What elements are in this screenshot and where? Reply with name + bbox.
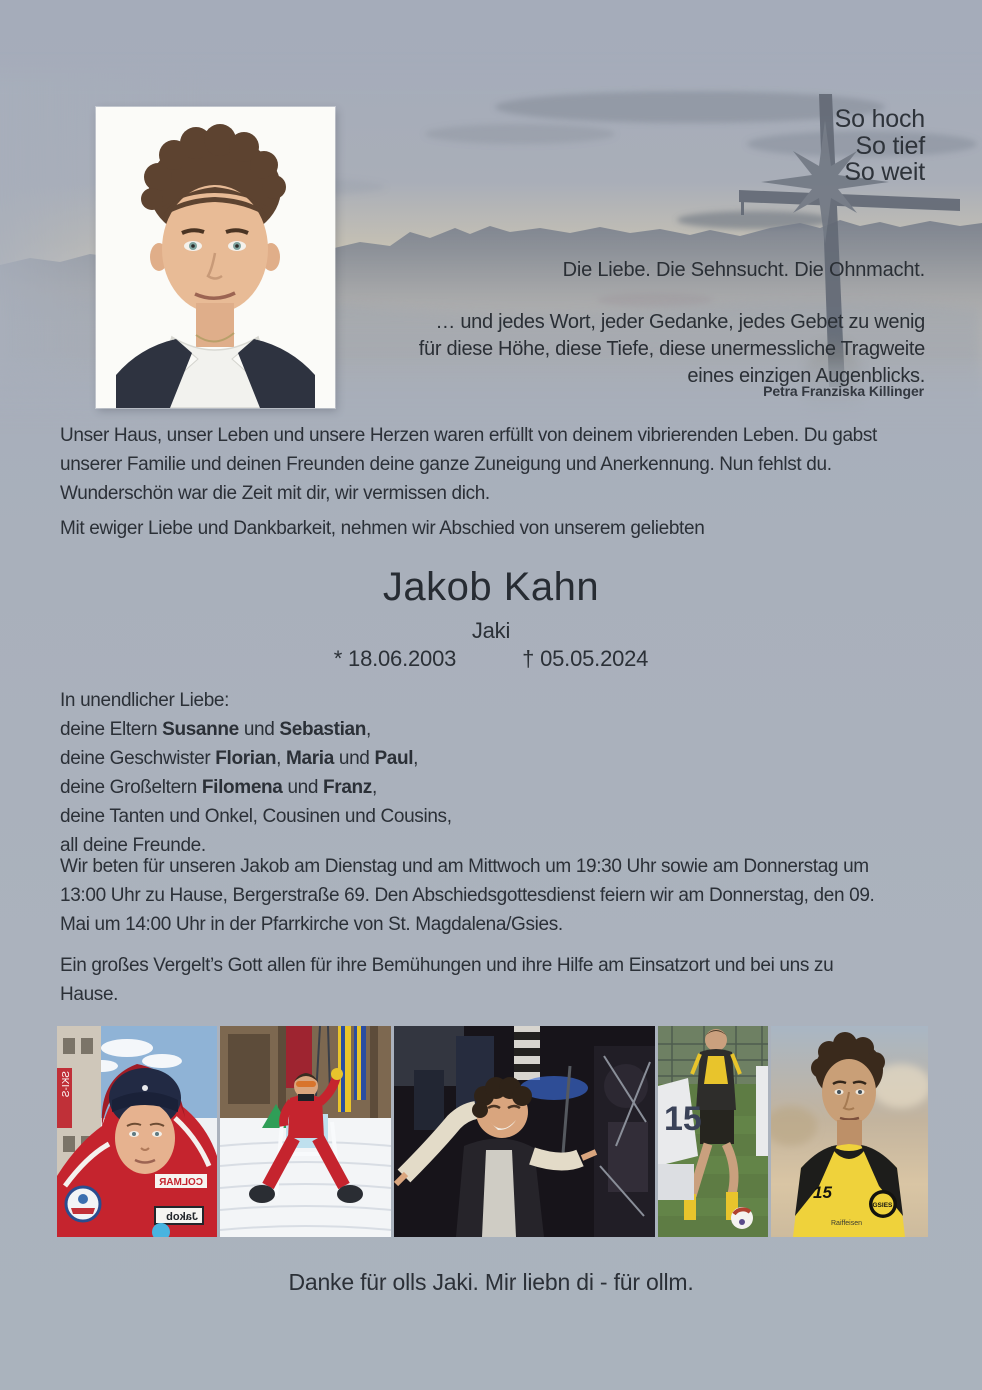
family-line-relatives: deine Tanten und Onkel, Cousinen und Cousins, <box>60 806 452 827</box>
family-title: In unendlicher Liebe: <box>60 690 230 711</box>
photo-soccer-match <box>658 1026 768 1237</box>
jersey-number: 15 <box>813 1183 832 1202</box>
thanks-line-2: Hause. <box>60 984 119 1005</box>
motto <box>835 106 925 186</box>
photo-team-portrait <box>771 1026 928 1237</box>
yellow-glove <box>331 1068 343 1080</box>
quote-line-1: … und jedes Wort, jeder Gedanke, jedes Gebet zu wenig <box>435 311 925 333</box>
quote-attribution: Petra Franziska Killinger <box>763 383 924 399</box>
club-crest <box>869 1190 897 1218</box>
cross-beam-drip <box>741 202 744 215</box>
collar <box>298 1094 314 1101</box>
family-line-parents: deine Eltern Susanne und Sebastian, <box>60 719 371 740</box>
prayer-line-3: Mai um 14:00 Uhr in der Pfarrkirche von St. Magdalena/Gsies. <box>60 914 563 935</box>
quote-headline: Die Liebe. Die Sehnsucht. Die Ohnmacht. <box>562 259 925 281</box>
jersey-number: 15 <box>664 1100 702 1138</box>
name-patch <box>155 1207 203 1224</box>
shorts <box>700 1110 734 1144</box>
quote-line-3: eines einzigen Augenblicks. <box>687 365 925 387</box>
head <box>705 1029 727 1051</box>
photo-strip <box>57 1026 928 1237</box>
quote-body <box>419 309 925 390</box>
birth-date: * 18.06.2003 <box>333 646 457 671</box>
motto-line-2: So tief <box>855 131 925 160</box>
thanks-line-1: Ein großes Vergelt’s Gott allen für ihre Bemühungen und ihre Hilfe am Einsatzort und bei uns zu <box>60 955 834 976</box>
neck <box>196 303 234 347</box>
farewell-text: Mit ewiger Liebe und Dankbarkeit, nehmen wir Abschied von unserem geliebten <box>60 518 705 539</box>
quote-line-2: für diese Höhe, diese Tiefe, diese unermessliche Tragweite <box>418 338 925 360</box>
neck <box>837 1120 862 1146</box>
sunglasses <box>296 1081 316 1087</box>
white-tshirt <box>482 1150 516 1237</box>
deceased-nickname: Jaki <box>471 618 511 643</box>
svg-text:SKI-S: SKI-S <box>61 1071 72 1098</box>
prayer-line-1: Wir beten für unseren Jakob am Dienstag und am Mittwoch um 19:30 Uhr sowie am Donnerstag um <box>60 856 869 877</box>
right-boot <box>337 1185 363 1203</box>
intro-line-3: Wunderschön war die Zeit mit dir, wir vermissen dich. <box>60 483 490 504</box>
svg-text:Jakob: Jakob <box>166 1211 198 1223</box>
portrait-photo <box>96 107 335 408</box>
death-date: † 05.05.2024 <box>522 646 649 671</box>
intro-paragraph <box>60 421 877 508</box>
thanks-paragraph <box>60 951 833 1009</box>
svg-text:COLMAR: COLMAR <box>159 1177 203 1188</box>
intro-line-2: unserer Familie und deinen Freunden deine ganze Zuneigung und Anerkennung. Nun fehlst du. <box>60 454 832 475</box>
hanging-scarf <box>514 1026 540 1080</box>
cream-sleeve-right <box>532 1156 580 1162</box>
white-shorts <box>658 1164 694 1200</box>
closing-line: Danke für olls Jaki. Mir liebn di - für ollm. <box>288 1269 694 1295</box>
drum-hardware <box>594 1046 655 1237</box>
photo-deckchair-in-snow <box>220 1026 391 1237</box>
torso <box>288 1095 324 1138</box>
farewell-line <box>60 514 704 543</box>
opponent-right-sliver <box>756 1066 768 1156</box>
left-boot <box>249 1185 275 1203</box>
portrait-graphic <box>96 107 335 408</box>
yellow-chest-panel <box>704 1056 728 1084</box>
face <box>162 185 268 313</box>
prayer-announcement <box>60 852 874 939</box>
motto-line-3: So weit <box>844 158 925 186</box>
deceased-name: Jakob Kahn <box>382 565 600 609</box>
motto-line-1: So hoch <box>834 105 925 133</box>
family-list <box>60 686 452 860</box>
sponsor-text: Raiffeisen <box>831 1220 863 1227</box>
colmar-patch <box>155 1174 207 1188</box>
ski-sign-text <box>61 1071 72 1097</box>
life-dates <box>0 646 982 672</box>
prayer-line-2: 13:00 Uhr zu Hause, Bergerstraße 69. Den Abschiedsgottesdienst feiern wir am Donnerstag, den 09. <box>60 885 875 906</box>
family-line-friends: all deine Freunde. <box>60 835 206 856</box>
intro-line-1: Unser Haus, unser Leben und unsere Herzen waren erfüllt von deinem vibrierenden Leben. Du gabst <box>60 425 877 446</box>
photo-ski-selfie <box>57 1026 217 1237</box>
photo-party <box>394 1026 655 1237</box>
football <box>731 1207 753 1229</box>
svg-text:GSIES: GSIES <box>872 1202 893 1209</box>
family-line-grandparents: deine Großeltern Filomena und Franz, <box>60 777 377 798</box>
family-line-siblings: deine Geschwister Florian, Maria und Paul, <box>60 748 419 769</box>
beanie-logo <box>142 1085 148 1091</box>
